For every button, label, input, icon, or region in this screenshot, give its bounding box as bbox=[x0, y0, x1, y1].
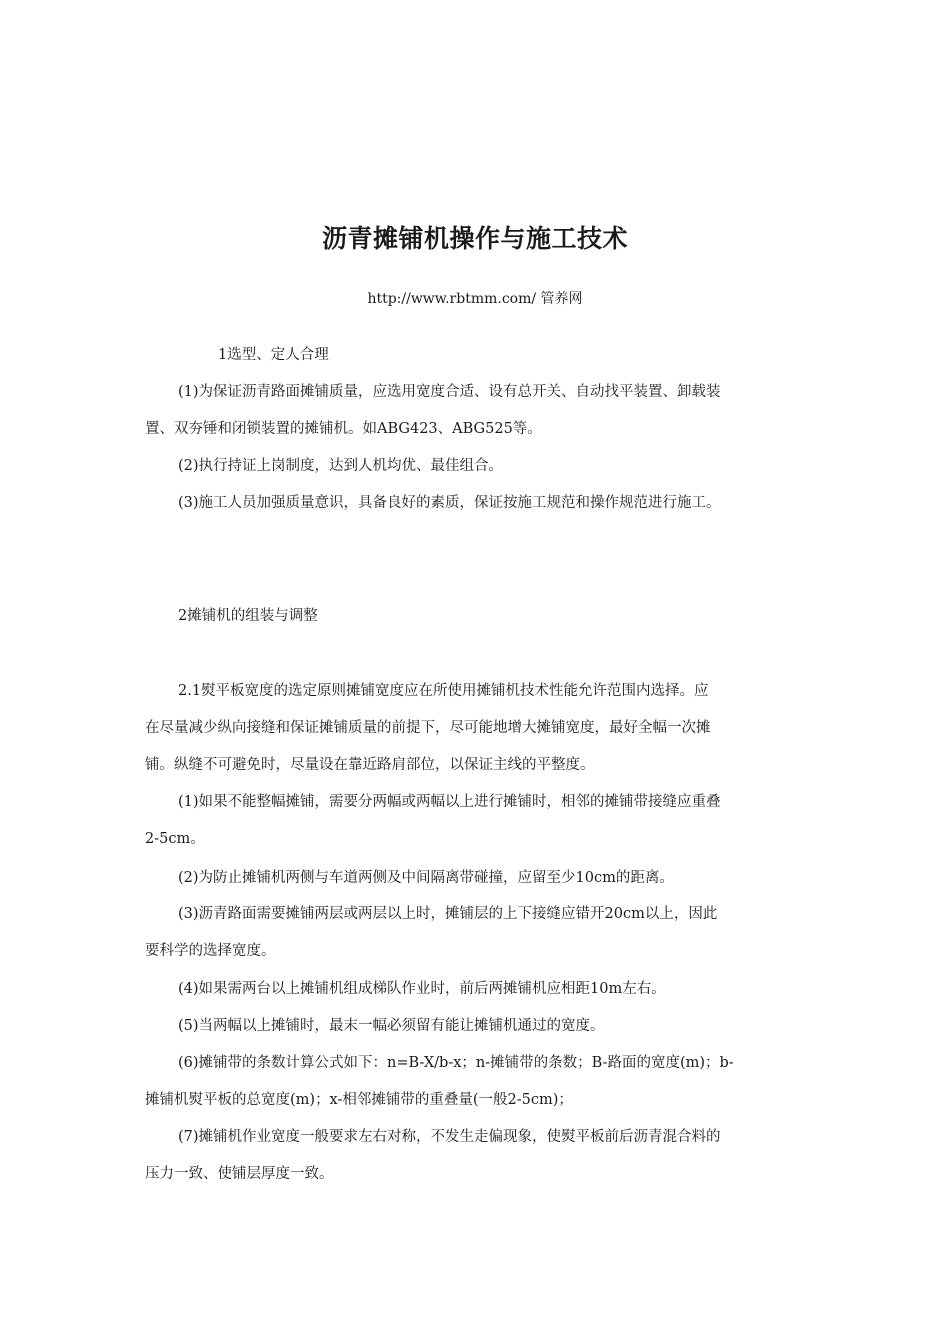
section2-line-7: (3)沥青路面需要摊铺两层或两层以上时，摊铺层的上下接缝应错开20cm以上，因此 bbox=[178, 906, 718, 922]
section1-item-3: (3)施工人员加强质量意识，具备良好的素质，保证按施工规范和操作规范进行施工。 bbox=[178, 495, 721, 511]
section2-line-11: (6)摊铺带的条数计算公式如下：n=B-X/b-x；n-摊铺带的条数；B-路面的宽度(m)；b- bbox=[178, 1055, 734, 1071]
section2-line-14: 压力一致、使铺层厚度一致。 bbox=[145, 1166, 334, 1182]
section2-line-5: 2-5cm。 bbox=[145, 831, 205, 847]
section2-line-4: (1)如果不能整幅摊铺，需要分两幅或两幅以上进行摊铺时，相邻的摊铺带接缝应重叠 bbox=[178, 794, 721, 810]
document-source: http://www.rbtmm.com/ 管养网 bbox=[367, 291, 583, 307]
section2-line-6: (2)为防止摊铺机两侧与车道两侧及中间隔离带碰撞，应留至少10cm的距离。 bbox=[178, 870, 674, 886]
section2-line-1: 2.1熨平板宽度的选定原则摊铺宽度应在所使用摊铺机技术性能允许范围内选择。应 bbox=[178, 683, 709, 699]
section2-line-2: 在尽量减少纵向接缝和保证摊铺质量的前提下，尽可能地增大摊铺宽度，最好全幅一次摊 bbox=[145, 720, 711, 736]
section2-line-12: 摊铺机熨平板的总宽度(m)；x-相邻摊铺带的重叠量(一般2-5cm)； bbox=[145, 1092, 573, 1108]
section2-line-10: (5)当两幅以上摊铺时，最末一幅必须留有能让摊铺机通过的宽度。 bbox=[178, 1018, 605, 1034]
section1-item-1-line-2: 置、双夯锤和闭锁装置的摊铺机。如ABG423、ABG525等。 bbox=[145, 421, 542, 437]
section1-item-1-line-1: (1)为保证沥青路面摊铺质量，应选用宽度合适、设有总开关、自动找平装置、卸载装 bbox=[178, 384, 721, 400]
section2-line-9: (4)如果需两台以上摊铺机组成梯队作业时，前后两摊铺机应相距10m左右。 bbox=[178, 981, 666, 997]
section1-item-2: (2)执行持证上岗制度，达到人机均优、最佳组合。 bbox=[178, 458, 504, 474]
section2-line-13: (7)摊铺机作业宽度一般要求左右对称，不发生走偏现象，使熨平板前后沥青混合料的 bbox=[178, 1129, 721, 1145]
section2-line-8: 要科学的选择宽度。 bbox=[145, 943, 276, 959]
section2-line-3: 铺。纵缝不可避免时，尽量设在靠近路肩部位，以保证主线的平整度。 bbox=[145, 757, 595, 773]
section1-heading: 1选型、定人合理 bbox=[218, 347, 329, 363]
section2-heading: 2摊铺机的组装与调整 bbox=[178, 608, 318, 624]
document-title: 沥青摊铺机操作与施工技术 bbox=[321, 224, 628, 253]
